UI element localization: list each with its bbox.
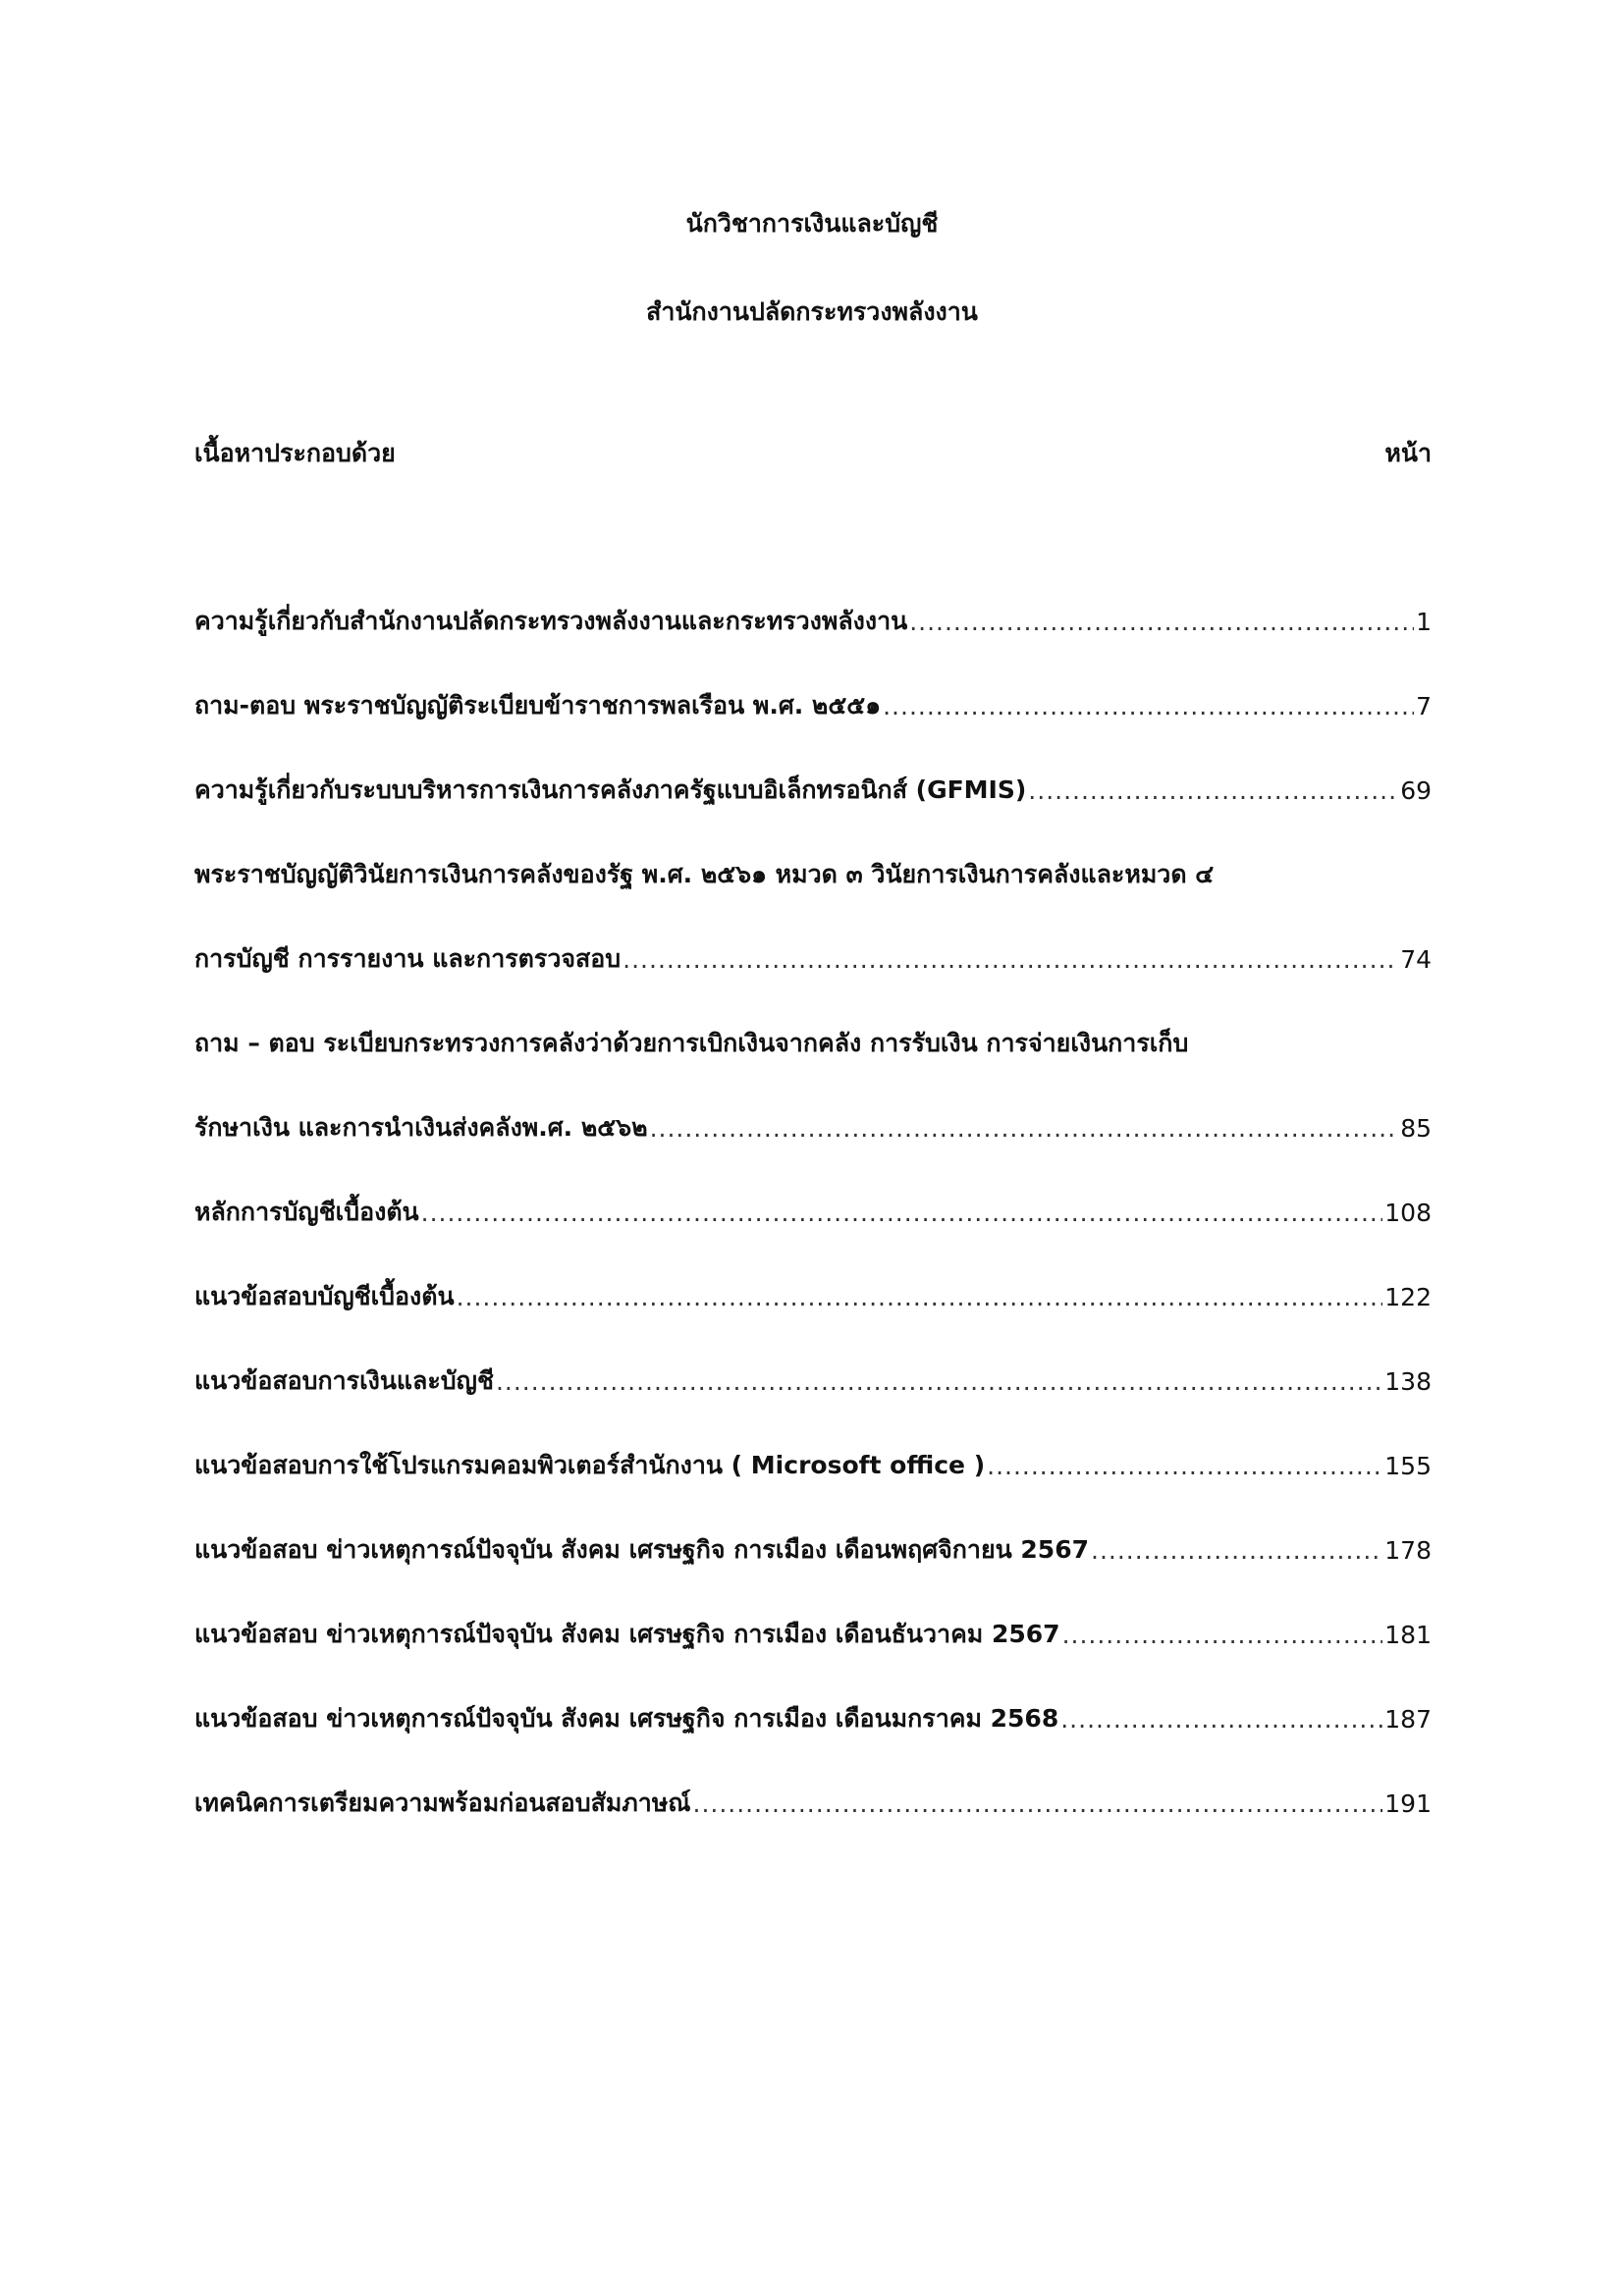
toc-entry-title: เทคนิคการเตรียมความพร้อมก่อนสอบสัมภาษณ์ xyxy=(194,1789,691,1817)
toc-entry[interactable] xyxy=(194,1001,1432,1086)
toc-entry-title: การบัญชี การรายงาน และการตรวจสอบ xyxy=(194,944,622,973)
toc-entry[interactable] xyxy=(194,1677,1432,1761)
toc-entry[interactable] xyxy=(194,1255,1432,1339)
toc-entry-page: 7 xyxy=(1416,691,1432,721)
toc-entry-page: 187 xyxy=(1384,1704,1432,1734)
toc-header-page-label: หน้า xyxy=(1384,439,1432,467)
toc-entry-title: แนวข้อสอบบัญชีเบื้องต้น xyxy=(194,1282,455,1310)
toc-dot-leader xyxy=(693,1789,1383,1818)
toc-entry-title: ความรู้เกี่ยวกับสำนักงานปลัดกระทรวงพลังงานและกระทรวงพลังงาน xyxy=(194,607,908,635)
toc-dot-leader xyxy=(909,608,1414,636)
toc-entry-page: 191 xyxy=(1384,1789,1432,1818)
toc-entry-title: หลักการบัญชีเบื้องต้น xyxy=(194,1198,419,1226)
toc-dot-leader xyxy=(650,1114,1399,1143)
toc-entry-page: 108 xyxy=(1384,1198,1432,1227)
toc-entry-title: รักษาเงิน และการนำเงินส่งคลังพ.ศ. ๒๕๖๒ xyxy=(194,1113,648,1142)
document-title: นักวิชาการเงินและบัญชี xyxy=(685,209,939,238)
toc-entry[interactable] xyxy=(194,664,1432,748)
toc-dot-leader xyxy=(1091,1536,1382,1565)
toc-entry-title: แนวข้อสอบการเงินและบัญชี xyxy=(194,1366,494,1395)
toc-entry[interactable] xyxy=(194,832,1432,917)
toc-dot-leader xyxy=(421,1199,1383,1227)
toc-header xyxy=(194,434,1432,473)
toc-entry[interactable] xyxy=(194,1423,1432,1508)
toc-entry-title: ถาม – ตอบ ระเบียบกระทรวงการคลังว่าด้วยการเบิกเงินจากคลัง การรับเงิน การจ่ายเงินการเก็บ xyxy=(194,1029,1189,1057)
toc-entry[interactable] xyxy=(194,1170,1432,1255)
toc-dot-leader xyxy=(987,1452,1382,1480)
toc-entry-page: 1 xyxy=(1416,607,1432,636)
toc-dot-leader xyxy=(1060,1705,1382,1734)
toc-dot-leader xyxy=(883,692,1414,721)
toc-entry[interactable] xyxy=(194,1086,1432,1170)
toc-entry[interactable] xyxy=(194,1339,1432,1423)
toc-dot-leader xyxy=(623,945,1398,974)
toc-entry-title: แนวข้อสอบ ข่าวเหตุการณ์ปัจจุบัน สังคม เศรษฐกิจ การเมือง เดือนพฤศจิกายน 2567 xyxy=(194,1535,1089,1564)
toc-entry[interactable] xyxy=(194,1508,1432,1592)
toc-entry-title: แนวข้อสอบการใช้โปรแกรมคอมพิวเตอร์สำนักงาน ( Microsoft office ) xyxy=(194,1451,986,1479)
toc-entry-title: แนวข้อสอบ ข่าวเหตุการณ์ปัจจุบัน สังคม เศรษฐกิจ การเมือง เดือนธันวาคม 2567 xyxy=(194,1620,1060,1648)
table-of-contents xyxy=(194,579,1432,1845)
toc-entry-title: ถาม-ตอบ พระราชบัญญัติระเบียบข้าราชการพลเรือน พ.ศ. ๒๕๕๑ xyxy=(194,691,882,720)
toc-entry[interactable] xyxy=(194,748,1432,832)
toc-entry-page: 85 xyxy=(1400,1113,1432,1143)
toc-entry-page: 178 xyxy=(1384,1535,1432,1565)
toc-dot-leader xyxy=(1028,776,1398,805)
toc-entry[interactable] xyxy=(194,1592,1432,1677)
toc-entry-title: พระราชบัญญัติวินัยการเงินการคลังของรัฐ พ.ศ. ๒๕๖๑ หมวด ๓ วินัยการเงินการคลังและหมวด ๔ xyxy=(194,860,1215,888)
toc-dot-leader xyxy=(496,1367,1382,1396)
toc-entry-page: 181 xyxy=(1384,1620,1432,1649)
toc-dot-leader xyxy=(1062,1621,1383,1649)
toc-entry-title: ความรู้เกี่ยวกับระบบบริหารการเงินการคลังภาครัฐแบบอิเล็กทรอนิกส์ (GFMIS) xyxy=(194,775,1027,804)
toc-entry-page: 155 xyxy=(1384,1451,1432,1480)
toc-entry-title: แนวข้อสอบ ข่าวเหตุการณ์ปัจจุบัน สังคม เศรษฐกิจ การเมือง เดือนมกราคม 2568 xyxy=(194,1704,1059,1733)
document-subtitle: สำนักงานปลัดกระทรวงพลังงาน xyxy=(646,297,978,326)
toc-dot-leader xyxy=(457,1283,1383,1311)
toc-entry-page: 122 xyxy=(1384,1282,1432,1311)
toc-entry-page: 138 xyxy=(1384,1366,1432,1396)
toc-entry[interactable] xyxy=(194,917,1432,1001)
toc-entry-page: 69 xyxy=(1400,775,1432,805)
toc-entry[interactable] xyxy=(194,1761,1432,1845)
toc-entry[interactable] xyxy=(194,579,1432,664)
toc-header-contents-label: เนื้อหาประกอบด้วย xyxy=(194,439,396,467)
toc-entry-page: 74 xyxy=(1400,944,1432,974)
